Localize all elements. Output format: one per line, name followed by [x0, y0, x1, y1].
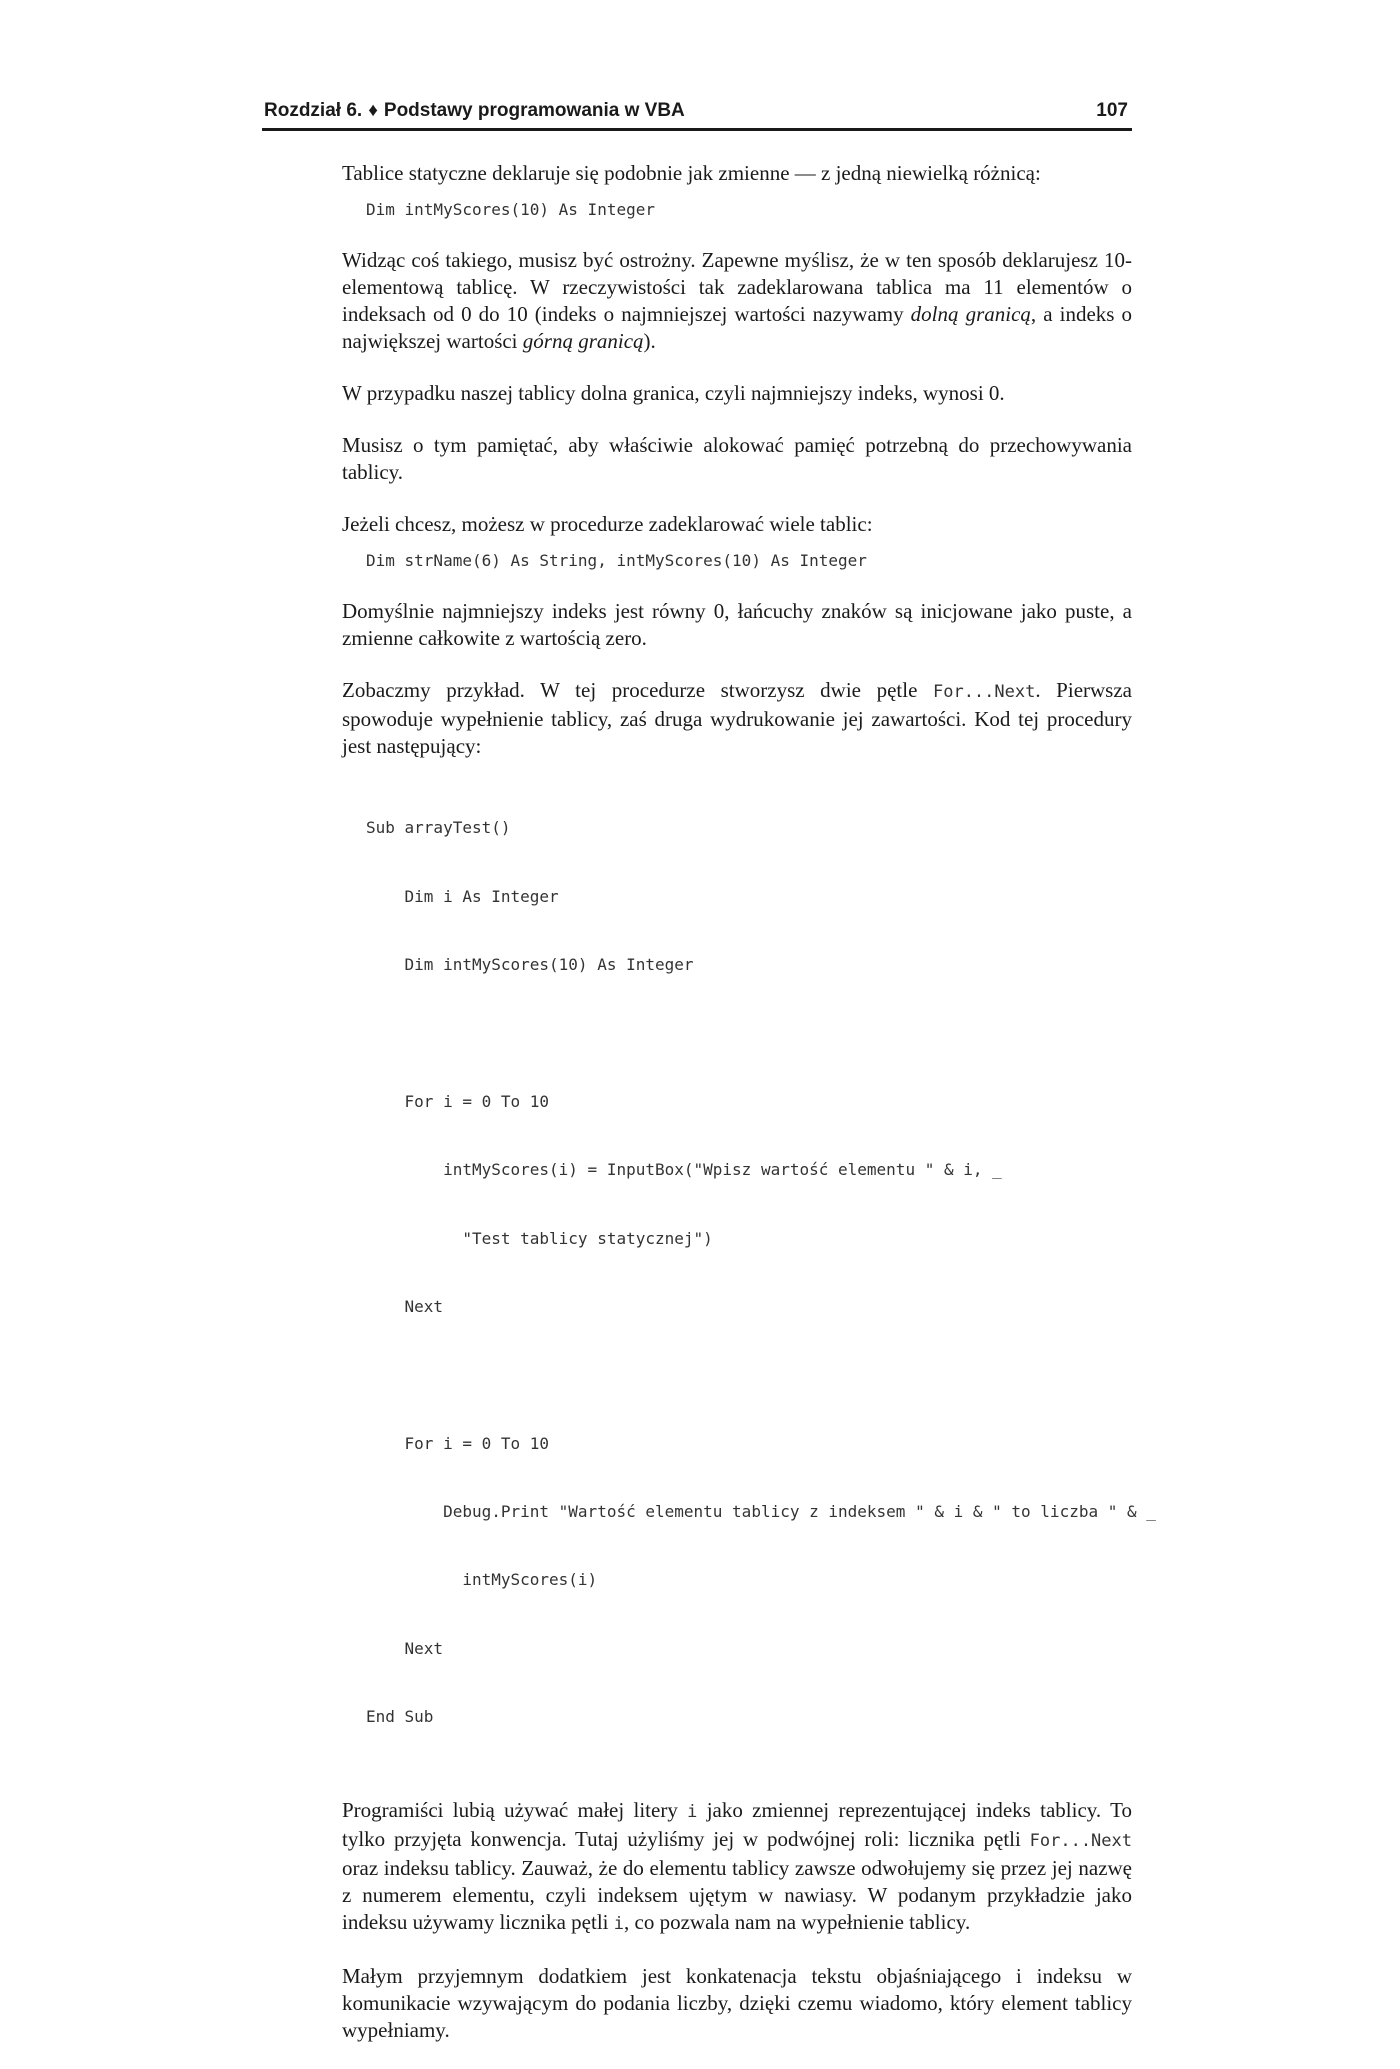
paragraph-text: jako zmiennej reprezentującej indeks tablicy. To tylko przyjęta konwencja. Tutaj użyliśmy jej w podwójnej roli: licznika pętli	[342, 1797, 1132, 1851]
paragraph-text: , co pozwala nam na wypełnienie tablicy.	[624, 1909, 971, 1934]
diamond-separator-icon: ♦	[368, 100, 378, 121]
paragraph-memory: Musisz o tym pamiętać, aby właściwie alokować pamięć potrzebną do przechowywania tablicy.	[342, 432, 1132, 484]
paragraph-text: oraz indeksu tablicy. Zauważ, że do elementu tablicy zawsze odwołujemy się przez jej nazwę z numerem elementu, czyli indeksem ujętym w nawiasy. W podanym przykładzie jako indeksu używamy licznika pętli	[342, 1855, 1132, 1934]
chapter-label: Rozdział 6.	[264, 100, 363, 121]
page-body	[342, 160, 1156, 2069]
code-line: Dim intMyScores(10) As Integer	[366, 954, 694, 974]
inline-code: For...Next	[932, 681, 1036, 702]
code-line: Debug.Print "Wartość elementu tablicy z indeksem " & i & " to liczba " & _	[366, 1502, 1156, 1522]
code-line: Next	[366, 1638, 444, 1658]
paragraph-text: . Pierwsza spowoduje wypełnienie tablicy, zaś druga wydrukowanie jej zawartości. Kod tej procedury jest następujący:	[342, 677, 1132, 758]
page-header	[262, 96, 1132, 131]
page-number: 107	[1096, 100, 1128, 121]
paragraph-multiple-arrays: Jeżeli chcesz, możesz w procedurze zadeklarować wiele tablic:	[342, 511, 873, 536]
paragraph-text: Widząc coś takiego, musisz być ostrożny. Zapewne myślisz, że w ten sposób deklarujesz 10-elementową tablicę. W rzeczywistości tak zadeklarowana tablica ma 11 elementów o indeksach od 0 do 10 (indeks o najmniejszej wartości nazywamy	[342, 247, 1132, 326]
emphasis-term: górną granicą	[522, 328, 644, 353]
paragraph-lower-bound: W przypadku naszej tablicy dolna granica, czyli najmniejszy indeks, wynosi 0.	[342, 380, 1005, 405]
code-line: Sub arrayTest()	[366, 818, 511, 838]
code-line	[366, 1022, 1132, 1045]
inline-code: i	[613, 1913, 625, 1934]
running-head	[264, 100, 685, 122]
paragraph-static-arrays: Tablice statyczne deklaruje się podobnie jak zmienne — z jedną niewielką różnicą:	[342, 161, 1041, 185]
code-block-declaration: Dim intMyScores(10) As Integer	[366, 200, 655, 219]
inline-code: i	[687, 1801, 698, 1822]
paragraph-text: , a indeks o największej wartości	[342, 301, 1132, 353]
code-line: Dim i As Integer	[366, 886, 559, 906]
paragraph-concatenation: Małym przyjemnym dodatkiem jest konkatenacja tekstu objaśniającego i indeksu w komunikacie wzywającym do podania liczby, dzięki czemu wiadomo, który element tablicy wypełniamy.	[342, 1963, 1132, 2042]
code-block-multiple-declaration: Dim strName(6) As String, intMyScores(10) As Integer	[366, 550, 867, 570]
paragraph-example-intro	[342, 677, 1132, 760]
paragraph-bounds-explanation	[342, 247, 1132, 355]
paragraph-loop-counter	[342, 1797, 1132, 1938]
code-line: For i = 0 To 10	[366, 1091, 550, 1111]
paragraph-text: Zobaczmy przykład. W tej procedurze stworzysz dwie pętle	[342, 677, 933, 702]
paragraph-text: ).	[643, 328, 656, 353]
emphasis-term: dolną granicą	[910, 301, 1031, 326]
section-title: Podstawy programowania w VBA	[383, 100, 685, 121]
paragraph-defaults: Domyślnie najmniejszy indeks jest równy 0, łańcuchy znaków są inicjowane jako puste, a zmienne całkowite z wartością zero.	[342, 598, 1132, 650]
code-line: Next	[366, 1296, 444, 1316]
code-line: intMyScores(i)	[366, 1570, 598, 1590]
code-line: intMyScores(i) = InputBox("Wpisz wartość elementu " & i, _	[366, 1160, 1002, 1180]
paragraph-text: Programiści lubią używać małej litery	[342, 1797, 688, 1822]
code-line: "Test tablicy statycznej")	[366, 1228, 713, 1248]
inline-code: For...Next	[1029, 1830, 1132, 1851]
code-block-array-test	[366, 772, 1156, 1775]
code-line	[366, 1364, 1132, 1387]
code-line: For i = 0 To 10	[366, 1433, 550, 1453]
code-line: End Sub	[366, 1707, 434, 1727]
